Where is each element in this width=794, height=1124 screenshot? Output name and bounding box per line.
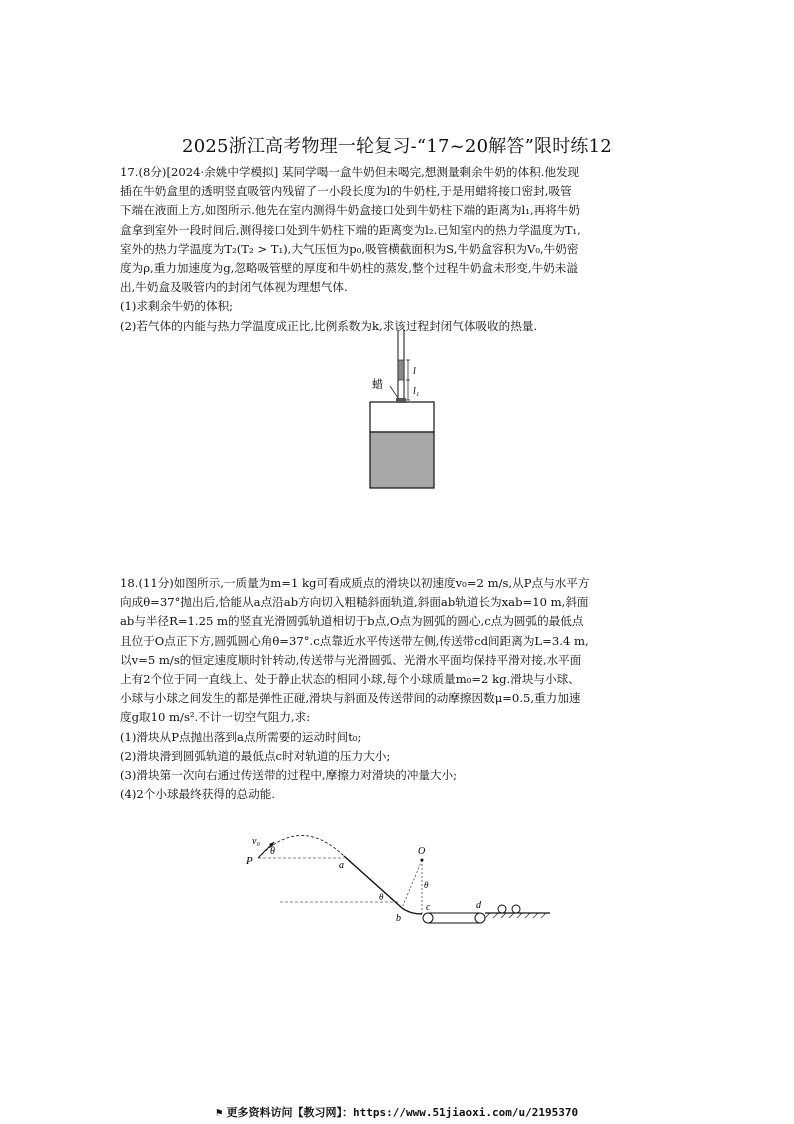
footer-link[interactable] [0, 1104, 794, 1120]
q17-line: 下端在液面上方,如图所示.他先在室内测得牛奶盒接口处到牛奶柱下端的距离为l₁,再将牛奶 [120, 203, 580, 218]
q18-line: (4)2个小球最终获得的总动能. [120, 787, 276, 802]
track-figure [240, 822, 560, 932]
q17-line: 17.(8分)[2024·余姚中学模拟] 某同学喝一盒牛奶但未喝完,想测量剩余牛奶的体积.他发现 [120, 165, 580, 179]
q18-line: 上有2个位于同一直线上、处于静止状态的相同小球,每个小球质量m₀=2 kg.滑块与小球、 [120, 672, 580, 687]
theta-label-b: θ [379, 892, 384, 902]
b-label: b [396, 913, 401, 924]
milk-box-figure [360, 330, 460, 490]
l1-label: l₁ [413, 386, 420, 397]
q18-line: (3)滑块第一次向右通过传送带的过程中,摩擦力对滑块的冲量大小; [120, 768, 458, 783]
c-label: c [426, 902, 431, 913]
q18-line: ab与半径R=1.25 m的竖直光滑圆弧轨道相切于b点,O点为圆弧的圆心,c点为圆弧的最低点 [120, 614, 584, 629]
flag-icon: ⚑ [215, 1106, 223, 1119]
question-17 [120, 163, 680, 336]
q18-line: (2)滑块滑到圆弧轨道的最低点c时对轨道的压力大小; [120, 748, 391, 763]
q18-line: 向成θ=37°抛出后,恰能从a点沿ab方向切入粗糙斜面轨道,斜面ab轨道长为xab=10 m,斜面 [120, 595, 589, 610]
q18-line: 小球与小球之间发生的都是弹性正碰,滑块与斜面及传送带间的动摩擦因数μ=0.5,重力加速 [120, 691, 581, 706]
q17-line: (1)求剩余牛奶的体积; [120, 299, 234, 314]
d-label: d [476, 900, 481, 911]
l-label: l [413, 366, 416, 377]
theta-label-p: θ [270, 846, 275, 857]
q17-line: 度为ρ,重力加速度为g,忽略吸管壁的厚度和牛奶柱的蒸发,整个过程牛奶盒未形变,牛奶未溢 [120, 261, 578, 276]
theta-label-o: θ [424, 880, 429, 890]
wax-label: 蜡 [372, 379, 383, 391]
a-label: a [339, 860, 344, 871]
q18-line: 18.(11分)如图所示,一质量为m=1 kg可看成质点的滑块以初速度v₀=2 m/s,从P点与水平方 [120, 576, 590, 590]
q18-line: 以v=5 m/s的恒定速度顺时针转动,传送带与光滑圆弧、光滑水平面均保持平滑对接,水平面 [120, 652, 582, 667]
p-label: P [246, 855, 253, 867]
footer-text: 更多资料访问【教习网】：https://www.51jiaoxi.com/u/2195370 [226, 1106, 579, 1119]
q17-line: (2)若气体的内能与热力学温度成正比,比例系数为k,求该过程封闭气体吸收的热量. [120, 318, 538, 333]
q17-line: 盒拿到室外一段时间后,测得接口处到牛奶柱下端的距离变为l₂.已知室内的热力学温度为T₁, [120, 222, 581, 237]
q18-line: 且位于O点正下方,圆弧圆心角θ=37°.c点靠近水平传送带左侧,传送带cd间距离为L=3.4 m, [120, 633, 589, 648]
q17-line: 出,牛奶盒及吸管内的封闭气体视为理想气体. [120, 280, 348, 295]
q18-line: 度g取10 m/s².不计一切空气阻力,求: [120, 710, 311, 725]
page-title: 2025浙江高考物理一轮复习-“17~20解答”限时练12 [182, 136, 612, 157]
q17-line: 室外的热力学温度为T₂(T₂ > T₁),大气压恒为p₀,吸管横截面积为S,牛奶盒容积为V₀,牛奶密 [120, 241, 579, 256]
q17-line: 插在牛奶盒里的透明竖直吸管内残留了一小段长度为l的牛奶柱,于是用蜡将接口密封,吸管 [120, 184, 572, 199]
question-18 [120, 574, 680, 804]
v0-label: v₀ [252, 836, 260, 847]
o-label: O [418, 846, 426, 857]
q18-line: (1)滑块从P点抛出落到a点所需要的运动时间t₀; [120, 729, 362, 744]
